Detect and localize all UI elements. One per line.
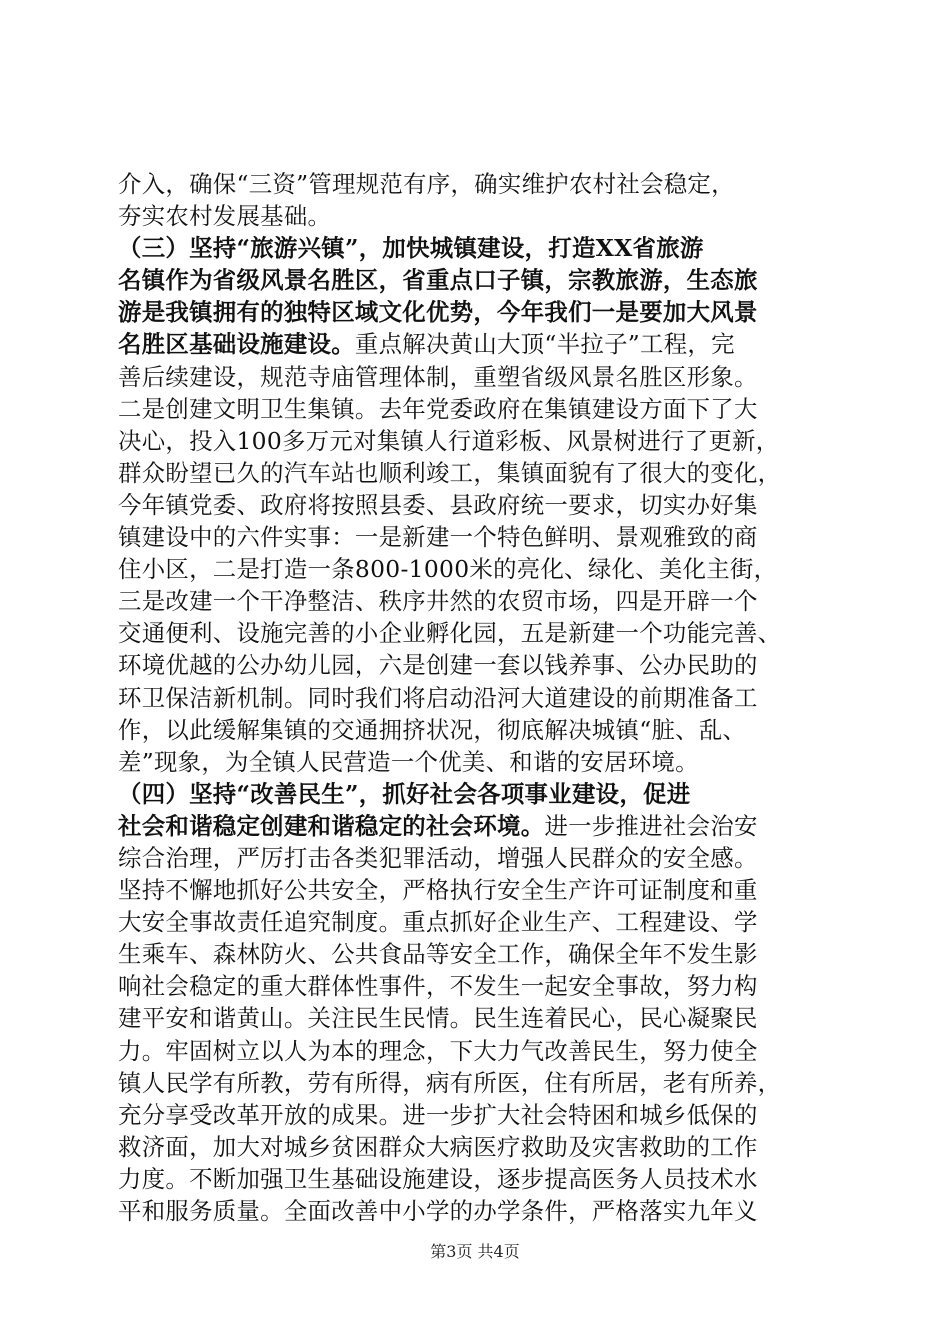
page-number-label: 第3页 共4页 [430, 1242, 520, 1261]
page-footer [0, 1241, 950, 1263]
paragraph-lead: （三）坚持“旅游兴镇”，加快城镇建设，打造XX省旅游 名镇作为省级风景名胜区，省重点口子镇，宗教旅游，生态旅 游是我镇拥有的独特区域文化优势，今年我们一是要加大风景 名胜区基础设施建设。 [118, 234, 758, 359]
paragraph-section-four [118, 778, 838, 1227]
document-body [118, 168, 838, 1227]
paragraph-text: 进一步推进社会治安 综合治理，严厉打击各类犯罪活动，增强人民群众的安全感。 坚持不懈地抓好公共安全，严格执行安全生产许可证制度和重 大安全事故责任追究制度。重点抓好企业生产、工程建设、学 生乘车、森林防火、公共食品等安全工作，确保全年不发生影 响社会稳定的重大群体性事件，不发生一起安全事故，努力构 建平安和谐黄山。关注民生民情。民生连着民心，民心凝聚民 力。牢固树立以人为本的理念，下大力气改善民生，努力使全 镇人民学有所教，劳有所得，病有所医，住有所居，老有所养， 充分享受改革开放的成果。进一步扩大社会特困和城乡低保的 救济面，加大对城乡贫困群众大病医疗救助及灾害救助的工作 力度。不断加强卫生基础设施建设，逐步提高医务人员技术水 平和服务质量。全面改善中小学的办学条件，严格落实九年义 [118, 811, 782, 1225]
paragraph-text: 介入，确保“三资”管理规范有序，确实维护农村社会稳定， 夯实农村发展基础。 [118, 170, 735, 231]
paragraph-lead: （四）坚持“改善民生”，抓好社会各项事业建设，促进 社会和谐稳定创建和谐稳定的社会环境。 [118, 779, 691, 840]
paragraph-text: 重点解决黄山大顶“半拉子”工程，完 善后续建设，规范寺庙管理体制，重塑省级风景名胜区形象。 二是创建文明卫生集镇。去年党委政府在集镇建设方面下了大 决心，投入100多万元对集镇人行道彩板、风景树进行了更新， 群众盼望已久的汽车站也顺利竣工，集镇面貌有了很大的变化， 今年镇党委、政府将按照县委、县政府统一要求，切实办好集 镇建设中的六件实事：一是新建一个特色鲜明、景观雅致的商 住小区，二是打造一条800-1000米的亮化、绿化、美化主街， 三是改建一个干净整洁、秩序井然的农贸市场，四是开辟一个 交通便利、设施完善的小企业孵化园，五是新建一个功能完善、 环境优越的公办幼儿园，六是创建一套以钱养事、公办民助的 环卫保洁新机制。同时我们将启动沿河大道建设的前期准备工 作，以此缓解集镇的交通拥挤状况，彻底解决城镇“脏、乱、 差”现象，为全镇人民营造一个优美、和谐的安居环境。 [118, 330, 782, 776]
paragraph-continuation [118, 168, 838, 232]
paragraph-section-three [118, 232, 838, 778]
